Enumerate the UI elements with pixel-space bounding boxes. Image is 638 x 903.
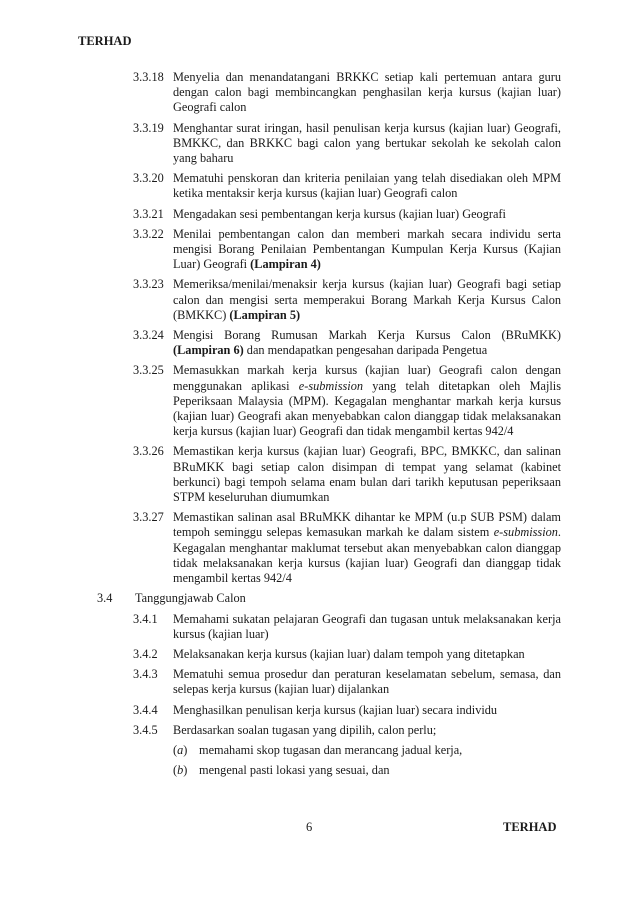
section-heading — [0, 591, 638, 606]
header-classification: TERHAD — [78, 34, 132, 48]
clause-text — [199, 743, 561, 758]
text-run: Tanggungjawab Calon — [135, 591, 246, 606]
clause-text — [173, 328, 561, 358]
clause-number: 3.3.21 — [133, 206, 164, 221]
text-run: Memastikan salinan asal BRuMKK dihantar ke MPM (u.p SUB PSM) dalam tempoh seminggu selepas kemasukan markah ke dalam sistem — [173, 510, 561, 540]
clause-text — [173, 703, 561, 718]
clause-number: 3.3.18 — [133, 70, 164, 84]
text-run: Memahami sukatan pelajaran Geografi dan tugasan untuk melaksanakan kerja kursus (kajian luar) — [173, 611, 561, 641]
clause-text — [199, 763, 561, 778]
clause-number: 3.4.1 — [133, 611, 158, 626]
clause-text — [173, 647, 561, 662]
text-run: Melaksanakan kerja kursus (kajian luar) dalam tempoh yang ditetapkan — [173, 646, 525, 661]
clause-item — [0, 363, 638, 439]
text-run: Mematuhi semua prosedur dan peraturan keselamatan sebelum, semasa, dan selepas kerja kursus (kajian luar) dijalankan — [173, 667, 561, 697]
text-run: Menghantar surat iringan, hasil penulisan kerja kursus (kajian luar) Geografi, BMKKC, dan BRKKC bagi calon yang bertukar sekolah ke sekolah calon yang baharu — [173, 120, 561, 166]
text-run: Berdasarkan soalan tugasan yang dipilih, calon perlu; — [173, 722, 437, 737]
clause-item — [0, 647, 638, 662]
clause-number: 3.3.22 — [133, 226, 164, 241]
clause-item — [0, 277, 638, 323]
text-run: Menilai pembentangan calon dan memberi markah secara individu serta mengisi Borang Penilaian Pembentangan Kumpulan Kerja Kursus (Kajian Luar) Geografi — [173, 226, 561, 272]
clause-text — [173, 667, 561, 697]
clause-number: 3.3.23 — [133, 277, 164, 292]
clause-number: 3.3.20 — [133, 171, 164, 186]
clause-text — [173, 207, 561, 222]
system-name: e-submission — [298, 378, 363, 393]
text-run: Mengisi Borang Rumusan Markah Kerja Kursus Calon (BRuMKK) — [173, 328, 561, 343]
clause-item — [0, 328, 638, 358]
text-run: Menghasilkan penulisan kerja kursus (kajian luar) secara individu — [173, 702, 498, 717]
clause-text — [173, 227, 561, 273]
clause-number: (a) — [173, 742, 188, 757]
clause-text — [173, 510, 561, 586]
clause-number: 3.3.25 — [133, 363, 164, 378]
clause-text — [173, 444, 561, 505]
text-run: Mematuhi penskoran dan kriteria penilaian yang telah disediakan oleh MPM ketika mentaksir kerja kursus (kajian luar) Geografi calon — [173, 171, 561, 201]
text-run: yang telah ditetapkan oleh Majlis Peperiksaan Malaysia (MPM). Kegagalan menghantar markah kerja kursus (kajian luar) Geografi akan menyebabkan calon dianggap tidak melaksanakan kerja kursus (kajian luar) Geografi dan tidak mengambil kertas 942/4 — [173, 378, 561, 439]
clause-number: 3.3.19 — [133, 120, 164, 135]
clause-item — [0, 207, 638, 222]
clause-item — [0, 171, 638, 201]
clause-number: 3.4 — [97, 591, 113, 606]
text-run: . Kegagalan menghantar maklumat tersebut akan menyebabkan calon dianggap tidak melaksanakan kerja kursus (kajian luar) Geografi dan dianggap tidak mengambil kertas 942/4 — [173, 525, 561, 586]
text-run: Memastikan kerja kursus (kajian luar) Geografi, BPC, BMKKC, dan salinan BRuMKK bagi setiap calon disimpan di tempat yang selamat (kabinet berkunci) bagi tempoh selama enam bulan dari tarikh keputusan peperiksaan STPM keseluruhan diumumkan — [173, 444, 561, 505]
clause-text — [173, 723, 561, 738]
appendix-reference: (Lampiran 5) — [229, 307, 301, 322]
clause-number: 3.4.2 — [133, 646, 158, 661]
clause-number: 3.3.27 — [133, 510, 164, 525]
clause-number: 3.3.26 — [133, 444, 164, 459]
page-number: 6 — [306, 820, 313, 834]
text-run: Menyelia dan menandatangani BRKKC setiap kali pertemuan antara guru dengan calon bagi membincangkan penghasilan kerja kursus (kajian luar) Geografi calon — [173, 70, 561, 115]
clause-text — [173, 70, 561, 116]
text-run: mengenal pasti lokasi yang sesuai, dan — [199, 763, 390, 778]
clause-number: 3.3.24 — [133, 328, 164, 343]
text-run: Memasukkan markah kerja kursus (kajian luar) Geografi calon dengan menggunakan aplikasi — [173, 363, 561, 393]
clause-number: 3.4.3 — [133, 667, 158, 682]
text-run: dan mendapatkan pengesahan daripada Pengetua — [243, 343, 488, 358]
clause-text — [135, 591, 555, 606]
list-item — [0, 763, 638, 778]
clause-item — [0, 121, 638, 167]
clause-text — [173, 277, 561, 323]
clause-number: (b) — [173, 763, 188, 778]
clause-item — [0, 667, 638, 697]
text-run: memahami skop tugasan dan merancang jadual kerja, — [199, 742, 463, 757]
clause-item — [0, 612, 638, 642]
clause-number: 3.4.5 — [133, 722, 158, 737]
clause-number: 3.4.4 — [133, 702, 158, 717]
clause-text — [173, 363, 561, 439]
clause-item — [0, 444, 638, 505]
appendix-reference: (Lampiran 4) — [250, 257, 321, 272]
text-run: Mengadakan sesi pembentangan kerja kursus (kajian luar) Geografi — [173, 206, 506, 221]
clause-text — [173, 612, 561, 642]
system-name: e-submission — [493, 525, 558, 540]
text-run: Memeriksa/menilai/menaksir kerja kursus (kajian luar) Geografi bagi setiap calon dan mengisi serta memperakui Borang Markah Kerja Kursus Calon (BMKKC) — [173, 277, 561, 322]
clause-item — [0, 70, 638, 116]
clause-item — [0, 703, 638, 718]
appendix-reference: (Lampiran 6) — [173, 343, 244, 358]
list-item — [0, 743, 638, 758]
clause-text — [173, 121, 561, 167]
clause-item — [0, 723, 638, 738]
footer-classification: TERHAD — [503, 820, 557, 834]
clause-text — [173, 171, 561, 201]
clause-item — [0, 227, 638, 273]
document-body — [0, 70, 638, 783]
clause-item — [0, 510, 638, 586]
